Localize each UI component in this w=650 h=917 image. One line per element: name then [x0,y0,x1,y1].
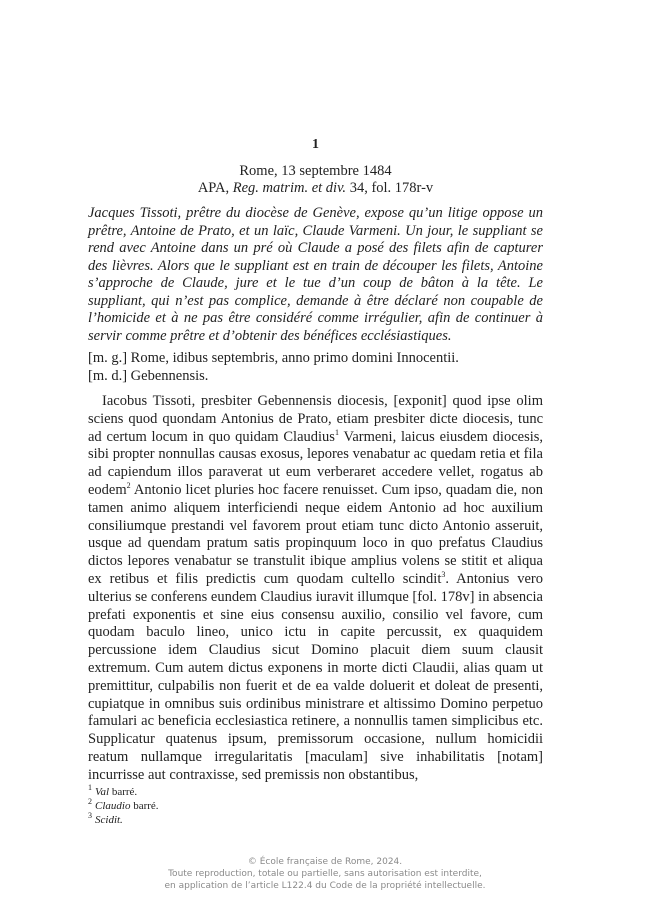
body-text [88,393,543,785]
body-part-1: Iacobus Tissoti, presbiter Gebennensis diocesis, [exponit] quod ipse olim sciens quod quondam Antonius de Prato, etiam presbiter dicte diocesis, tunc ad certum locum in quo quidam Claudius [88,393,543,445]
source-register: Reg. matrim. et div. [232,180,347,196]
footnote: $^2$ Claudio barré. [88,797,159,812]
source-prefix: APA, [197,180,233,196]
body-part-3: Antonio licet pluries hoc facere renuisset. Cum ipso, quadam die, non tamen animo aliquem interficiendi neque eidem Antonio ad hoc auxilium consiliumque prestandi vel favorem prout etiam tunc dicto Antonio asseruit, usque ad quendam pratum satis propinquum loco in quo prefatus Claudius dictos lepores venabatur se transtulit ibique amplius volens se stitit et aliqua ex retibus et filis predictis cum quodam cultello scindit [88,481,543,587]
footnotes [88,785,543,827]
copyright-footer [0,856,650,892]
footer-line: © École française de Rome, 2024. [247,857,403,867]
margin-note-right: [m. d.] Gebennensis. [88,367,209,384]
document-number: 1 [312,137,319,152]
footnote: $^1$ Val barré. [88,783,138,798]
body-part-4: . Antonius vero ulterius se conferens eundem Claudius iuravit illumque [fol. 178v] in absencia prefati exponentis et sine eius consensu auxilio, consilio vel favore, cum quodam baculo lineo, unico ictu in capite percussit, ex quaquidem percussione idem Claudius sicut Domino placuit diem suum clausit extremum. Cum autem dictus exponens in morte dicti Claudii, alias quam ut premittitur, culpabilis non fuerit et de ea valde doluerit et doleat de presenti, cupiatque in omnibus suis ordinibus ministrare et altissimo Domino perpetuo famulari ac beneficia ecclesiastica retinere, a nonnullis tamen simplicibus etc. Supplicatur quatenus ipsum, premissorum occasione, nullum homicidii reatum nullamque irregularitatis [maculam] sive inhabilitatis [notam] incurrisse aut contraxisse, sed premissis non obstantibus, [88,570,543,783]
source-suffix: 34, fol. 178r-v [346,180,434,196]
body-part-2: Varmeni, laicus eiusdem diocesis, sibi propter nonnullas causas exosus, lepores venabatur ac quedam retia et fila ad capiendum illos paraverat ut eum verberaret accedere vellet, rogatus ab eodem [88,428,544,498]
source-reference [88,180,543,197]
footnote: $^3$ Scidit. [88,811,123,826]
note-ref-3: 3 [441,570,446,580]
note-ref-2: 2 [126,481,131,491]
footer-line: Toute reproduction, totale ou partielle, sans autorisation est interdite, [168,869,482,879]
place-date: Rome, 13 septembre 1484 [239,163,392,179]
note-ref-1: 1 [334,427,339,437]
margin-note-left: [m. g.] Rome, idibus septembris, anno primo domini Innocentii. [88,350,459,366]
footer-line: en application de l’article L122.4 du Code de la propriété intellectuelle. [164,881,486,891]
margin-notes [88,350,543,385]
summary: Jacques Tissoti, prêtre du diocèse de Genève, expose qu’un litige oppose un prêtre, Antoine de Prato, et un laïc, Claude Varmeni. Un jour, le suppliant se rend avec Antoine dans un pré où Claude a posé des filets afin de capturer des lièvres. Alors que le suppliant est en train de découper les filets, Antoine s’approche de Claude, jure et le tue d’un coup de bâton à la tête. Le suppliant, qui n’est pas complice, demande à être déclaré non coupable de l’homicide et à ne pas être considéré comme irrégulier, afin de continuer à servir comme prêtre et d’obtenir des bénéfices ecclésiastiques. [88,205,543,344]
